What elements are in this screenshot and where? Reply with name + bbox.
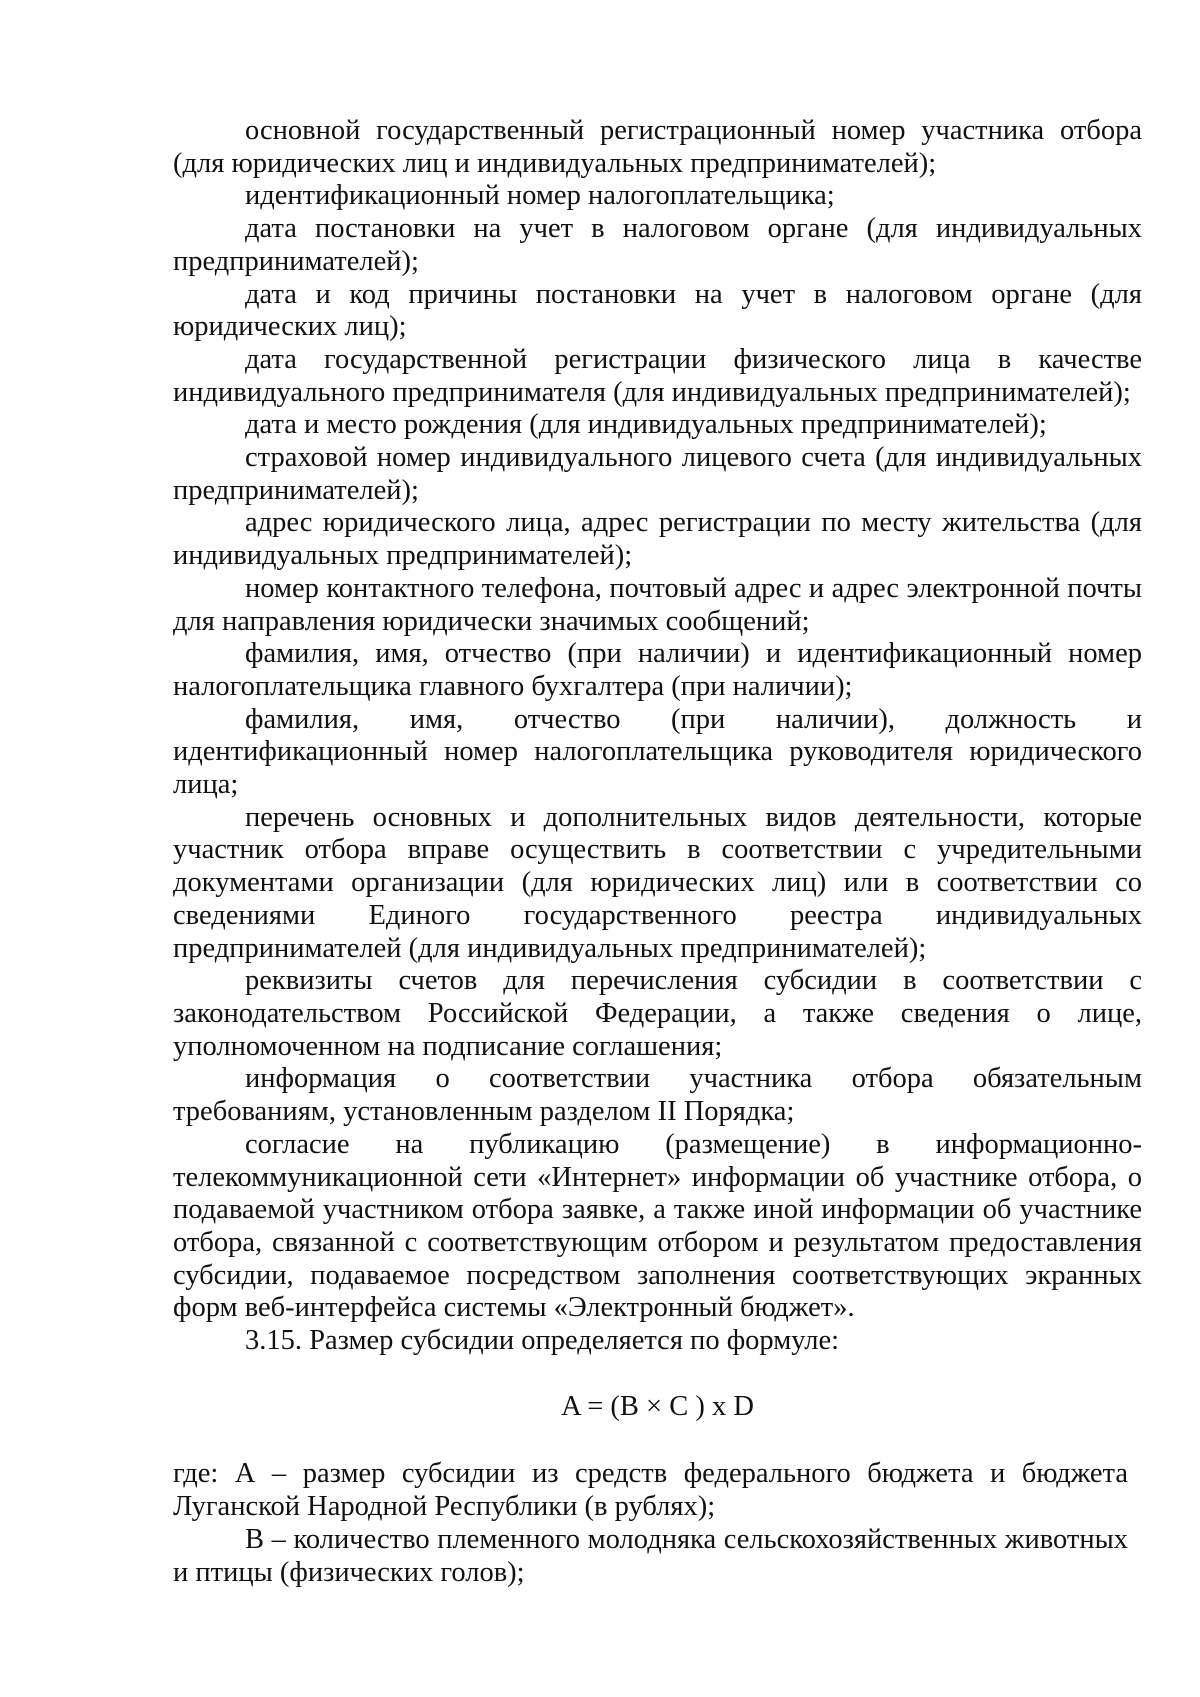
paragraph-head: фамилия, имя, отчество (при наличии), должность и идентификационный номер налогоплательщика руководителя юридического лица; [173, 703, 1142, 801]
paragraph-section-3-15: 3.15. Размер субсидии определяется по формуле: [245, 1325, 840, 1357]
definition-b: В – количество племенного молодняка сельскохозяйственных животных и птицы (физических голов); [173, 1523, 1128, 1588]
paragraph-snils: страховой номер индивидуального лицевого счета (для индивидуальных предпринимателей); [173, 442, 1142, 506]
paragraph-compliance: информация о соответствии участника отбора обязательным требованиям, установленным разделом II Порядка; [173, 1063, 1142, 1128]
paragraph-activities: перечень основных и дополнительных видов деятельности, которые участник отбора вправе осуществить в соответствии с учредительными документами организации (для юридических лиц) или в соответствии со сведениями Единого государственного реестра индивидуальных предпринимателей (для индивидуальных предпринимателей); [173, 801, 1142, 964]
paragraph-birth-date-place: дата и место рождения (для индивидуальных предпринимателей); [245, 409, 1047, 441]
paragraph-contacts: номер контактного телефона, почтовый адрес и адрес электронной почты для направления юридически значимых сообщений; [173, 572, 1142, 637]
paragraph-tax-registration-date: дата постановки на учет в налоговом органе (для индивидуальных предпринимателей); [173, 213, 1142, 277]
subsidy-formula: A = (B × C ) x D [561, 1390, 754, 1422]
paragraph-publication-consent: согласие на публикацию (размещение) в информационно-телекоммуникационной сети «Интернет» информации об участнике отбора, о подаваемой участником отбора заявке, а также иной информации об участнике отбора, связанной с соответствующим отбором и результатом предоставления субсидии, подаваемое посредством заполнения соответствующих экранных форм веб-интерфейса системы «Электронный бюджет». [173, 1128, 1142, 1324]
document-body [173, 115, 1142, 1589]
paragraph-kpp: дата и код причины постановки на учет в налоговом органе (для юридических лиц); [173, 278, 1142, 343]
paragraph-ip-registration-date: дата государственной регистрации физического лица в качестве индивидуального предпринимателя (для индивидуальных предпринимателей); [173, 343, 1142, 408]
paragraph-bank-details: реквизиты счетов для перечисления субсидии в соответствии с законодательством Российской Федерации, а также сведения о лице, уполномоченном на подписание соглашения; [173, 965, 1142, 1062]
paragraph-ogrn: основной государственный регистрационный номер участника отбора (для юридических лиц и индивидуальных предпринимателей); [173, 115, 1142, 179]
paragraph-chief-accountant: фамилия, имя, отчество (при наличии) и идентификационный номер налогоплательщика главного бухгалтера (при наличии); [173, 638, 1142, 702]
definition-a: где: А – размер субсидии из средств федерального бюджета и бюджета Луганской Народной Республики (в рублях); [173, 1458, 1128, 1523]
paragraph-inn: идентификационный номер налогоплательщика; [245, 180, 835, 212]
paragraph-address: адрес юридического лица, адрес регистрации по месту жительства (для индивидуальных предпринимателей); [173, 507, 1142, 572]
